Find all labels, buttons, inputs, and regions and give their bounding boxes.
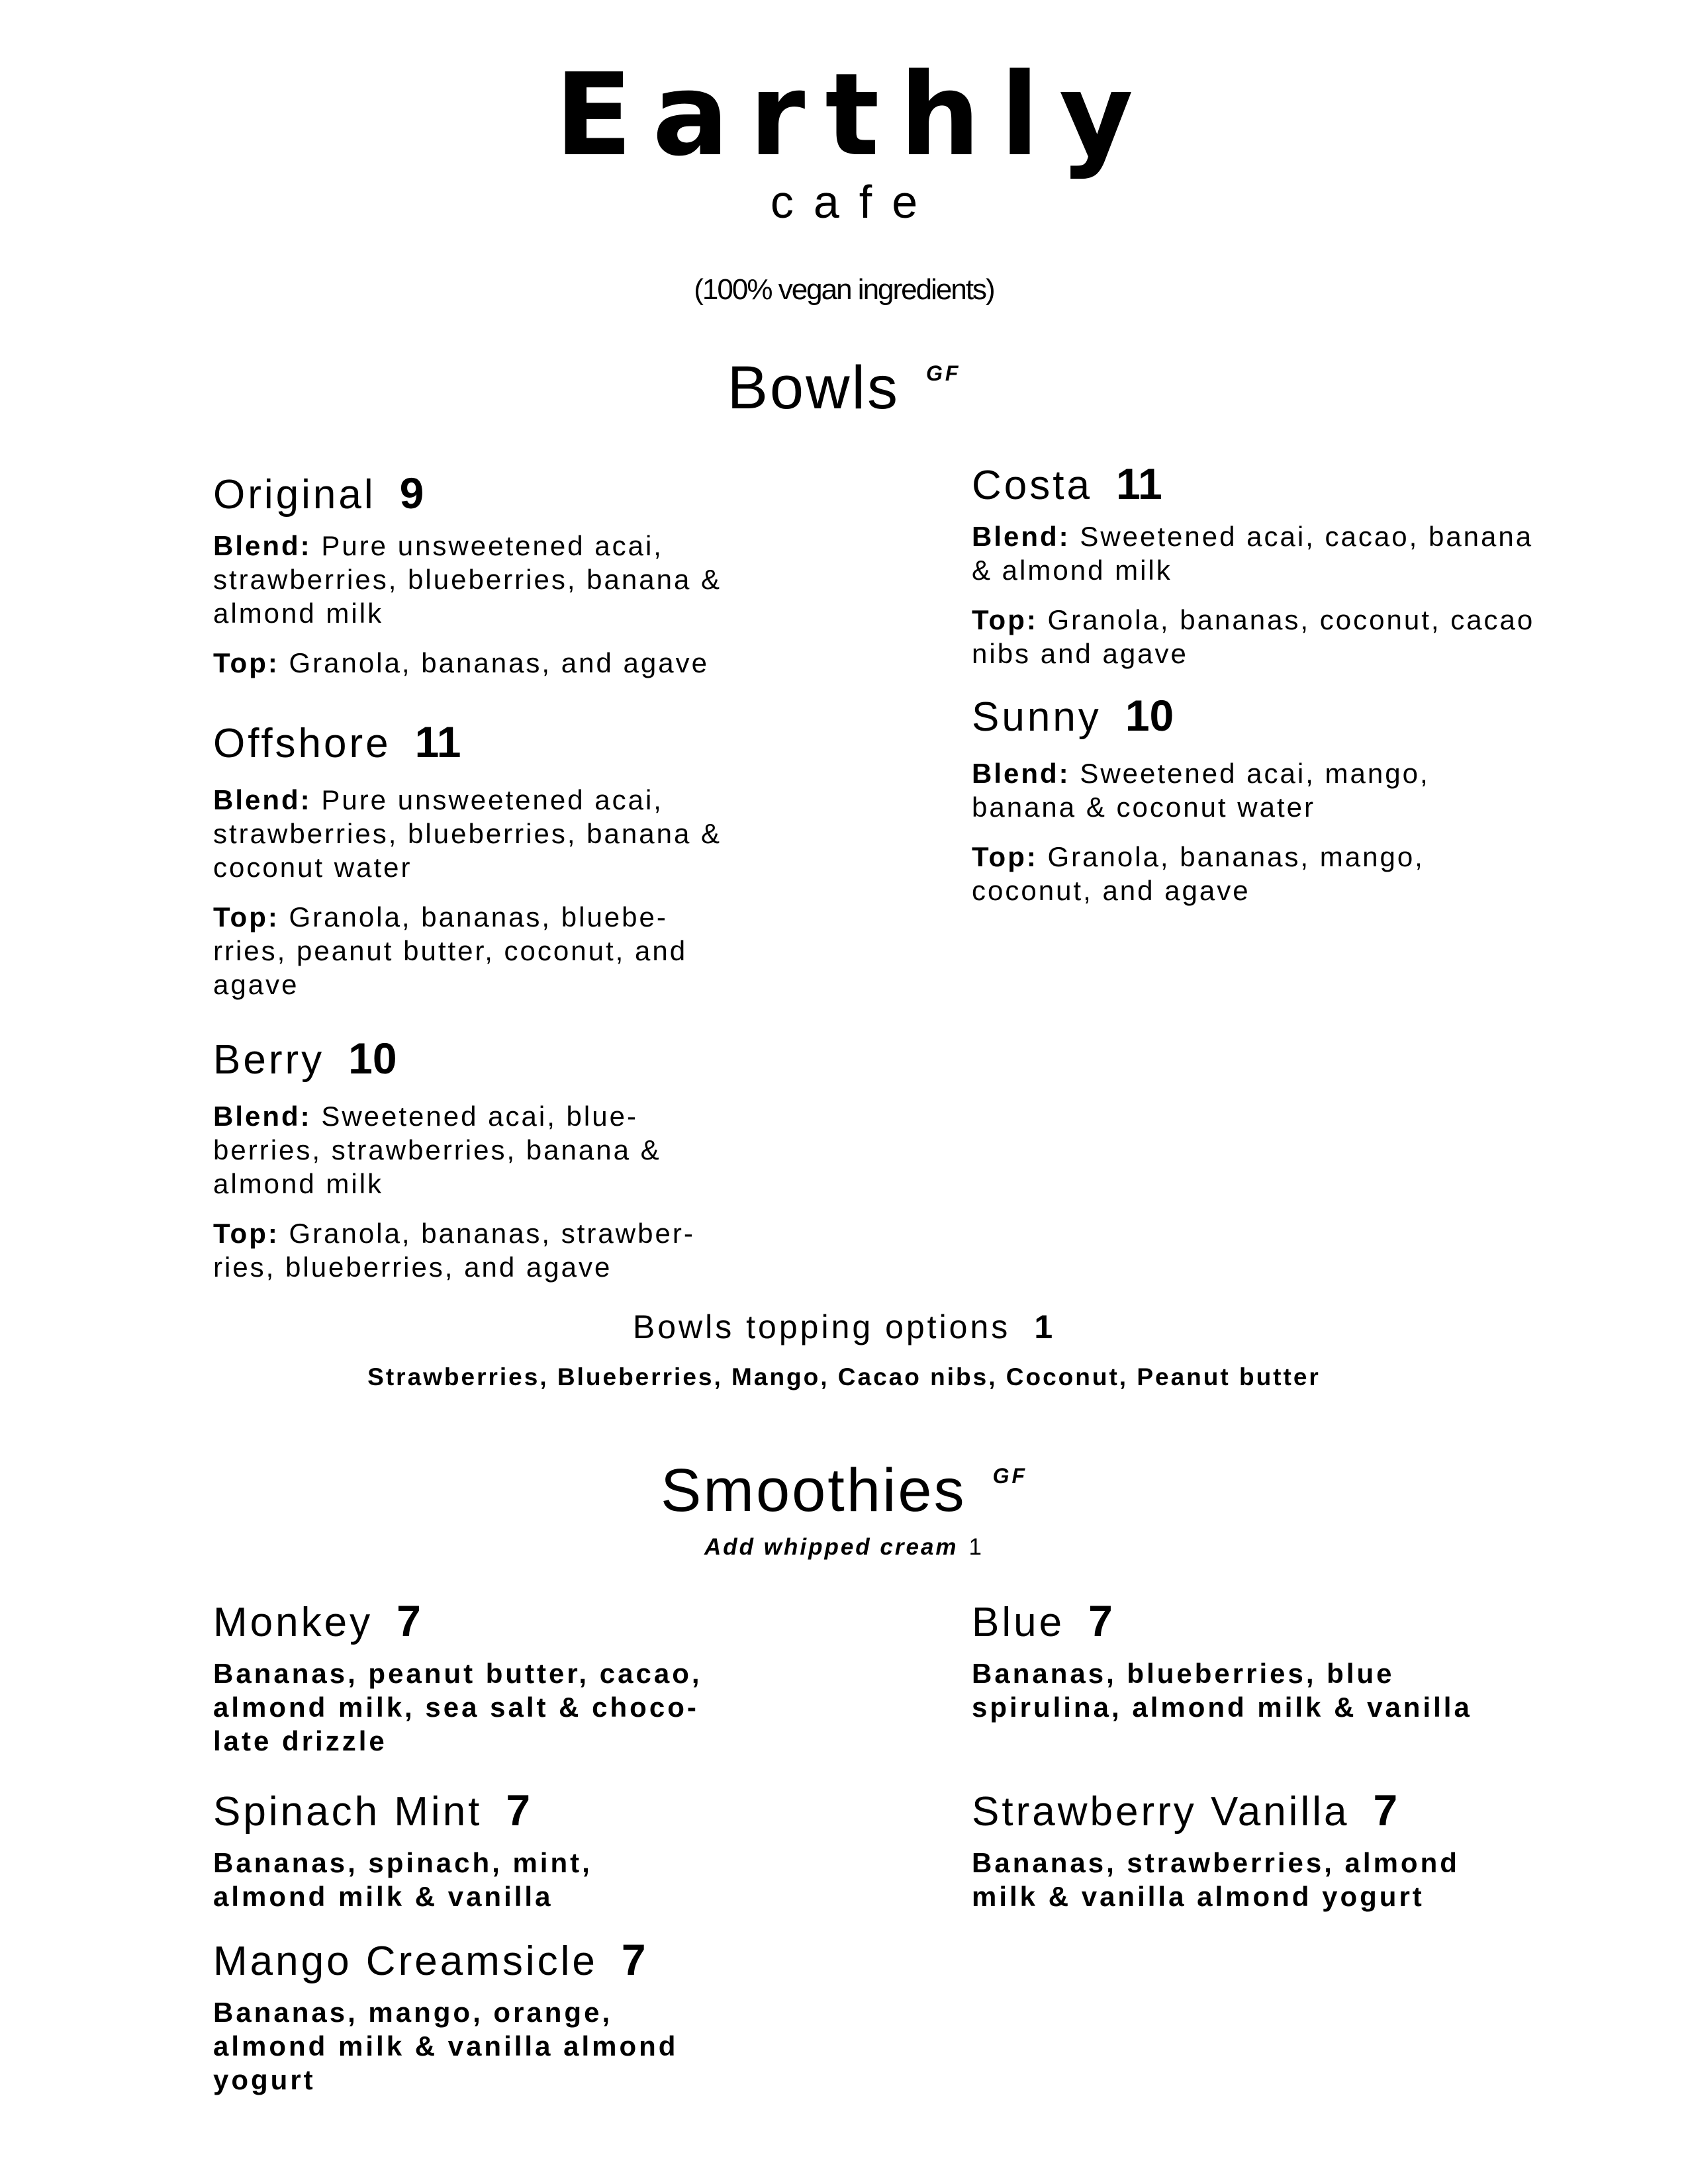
bowl-blend (972, 520, 1541, 587)
bowl-item-berry (213, 1032, 729, 1300)
addon-label: Add whipped cream (704, 1534, 959, 1560)
vegan-note: (100% vegan ingredients) (694, 273, 994, 306)
smoothie-desc: Bananas, spinach, mint, almond milk & vanilla (213, 1847, 592, 1913)
bowls-heading (0, 354, 1688, 422)
smoothie-desc: Bananas, peanut butter, cacao, almond milk, sea salt & chocolate drizzle (213, 1658, 702, 1757)
bowl-price: 10 (1125, 691, 1174, 740)
top-label: Top: (213, 1218, 279, 1250)
blend-text: Pure unsweetened acai, strawberries, blueberries, banana & almond milk (213, 530, 722, 629)
bowl-item-sunny (972, 690, 1541, 923)
smoothie-desc: Bananas, mango, orange, almond milk & vanilla almond yogurt (213, 1997, 679, 2096)
blend-label: Blend: (213, 784, 312, 816)
bowl-name: Costa (972, 463, 1092, 508)
smoothie-name: Strawberry Vanilla (972, 1789, 1350, 1835)
top-text: Granola, bananas, blueberries, peanut butter, coconut, and agave (213, 901, 688, 1001)
topping-options-label: Bowls topping options (632, 1308, 1011, 1345)
smoothie-item-strawberry-vanilla (972, 1784, 1475, 1929)
smoothie-desc: Bananas, blueberries, blue spirulina, almond milk & vanilla (972, 1658, 1472, 1723)
smoothie-price: 7 (1088, 1596, 1113, 1645)
smoothie-price: 7 (506, 1786, 531, 1835)
bowl-title (213, 467, 782, 520)
top-label: Top: (972, 841, 1038, 873)
bowl-price: 11 (1115, 459, 1162, 508)
top-text: Granola, bananas, and agave (289, 647, 709, 679)
topping-options-list: Strawberries, Blueberries, Mango, Cacao nibs, Coconut, Peanut butter (367, 1363, 1321, 1390)
bowl-blend (213, 1099, 729, 1201)
smoothie-price: 7 (397, 1596, 421, 1645)
bowl-blend (972, 756, 1541, 824)
smoothie-name: Blue (972, 1600, 1065, 1645)
addon-price: 1 (968, 1534, 984, 1560)
smoothie-price: 7 (1373, 1786, 1398, 1835)
smoothies-title: Smoothies (660, 1457, 966, 1524)
top-text: Granola, bananas, strawberries, blueberries, and agave (213, 1218, 693, 1283)
bowl-price: 10 (348, 1034, 397, 1083)
blend-label: Blend: (972, 758, 1070, 790)
bowl-item-costa (972, 458, 1541, 686)
bowl-title (213, 1032, 729, 1085)
brand-subtitle: cafe (770, 176, 938, 228)
bowl-price: 9 (399, 469, 424, 518)
smoothie-name: Spinach Mint (213, 1789, 483, 1835)
smoothie-title (213, 1934, 716, 1986)
blend-label: Blend: (972, 521, 1070, 553)
top-text: Granola, bananas, mango, coconut, and agave (972, 841, 1425, 907)
bowl-top (213, 646, 782, 680)
smoothies-gf-badge: GF (992, 1464, 1028, 1488)
bowl-name: Sunny (972, 694, 1102, 740)
blend-text: Sweetened acai, cacao, banana & almond milk (972, 521, 1534, 586)
bowl-item-offshore (213, 716, 729, 1017)
smoothie-name: Mango Creamsicle (213, 1938, 598, 1984)
smoothie-name: Monkey (213, 1600, 373, 1645)
smoothie-title (972, 1784, 1475, 1837)
topping-options-price: 1 (1034, 1308, 1056, 1345)
smoothie-item-spinach-mint (213, 1784, 716, 1929)
topping-options-heading (0, 1310, 1688, 1343)
smoothie-item-mango-creamsicle (213, 1934, 716, 2113)
bowl-name: Offshore (213, 721, 391, 766)
bowl-item-original (213, 467, 782, 696)
bowl-top (213, 1216, 729, 1284)
bowl-blend (213, 783, 729, 884)
smoothie-title (213, 1595, 716, 1647)
smoothies-heading (0, 1457, 1688, 1524)
bowl-title (972, 690, 1541, 742)
whipped-cream-addon (0, 1535, 1688, 1559)
smoothie-price: 7 (621, 1935, 646, 1984)
blend-text: Sweetened acai, mango, banana & coconut water (972, 758, 1430, 823)
bowl-title (972, 458, 1541, 510)
bowl-top (972, 603, 1541, 670)
top-text: Granola, bananas, coconut, cacao nibs and agave (972, 604, 1535, 670)
bowl-name: Berry (213, 1037, 325, 1083)
smoothie-item-blue (972, 1595, 1475, 1740)
bowl-price: 11 (414, 717, 461, 766)
top-label: Top: (213, 647, 279, 679)
blend-label: Blend: (213, 1101, 312, 1132)
bowls-title: Bowls (727, 354, 900, 422)
blend-text: Sweetened acai, blueberries, strawberries, banana & almond milk (213, 1101, 661, 1200)
bowl-name: Original (213, 472, 376, 518)
top-label: Top: (213, 901, 279, 933)
bowl-title (213, 716, 729, 768)
bowl-blend (213, 529, 782, 630)
bowl-top (213, 900, 729, 1001)
brand-title: Earthly (554, 48, 1154, 181)
smoothie-item-monkey (213, 1595, 716, 1774)
top-label: Top: (972, 604, 1038, 636)
bowl-top (972, 840, 1541, 907)
blend-label: Blend: (213, 530, 312, 562)
bowls-gf-badge: GF (925, 361, 961, 385)
smoothie-desc: Bananas, strawberries, almond milk & vanilla almond yogurt (972, 1847, 1460, 1913)
smoothie-title (972, 1595, 1475, 1647)
blend-text: Pure unsweetened acai, strawberries, blueberries, banana & coconut water (213, 784, 722, 884)
smoothie-title (213, 1784, 716, 1837)
